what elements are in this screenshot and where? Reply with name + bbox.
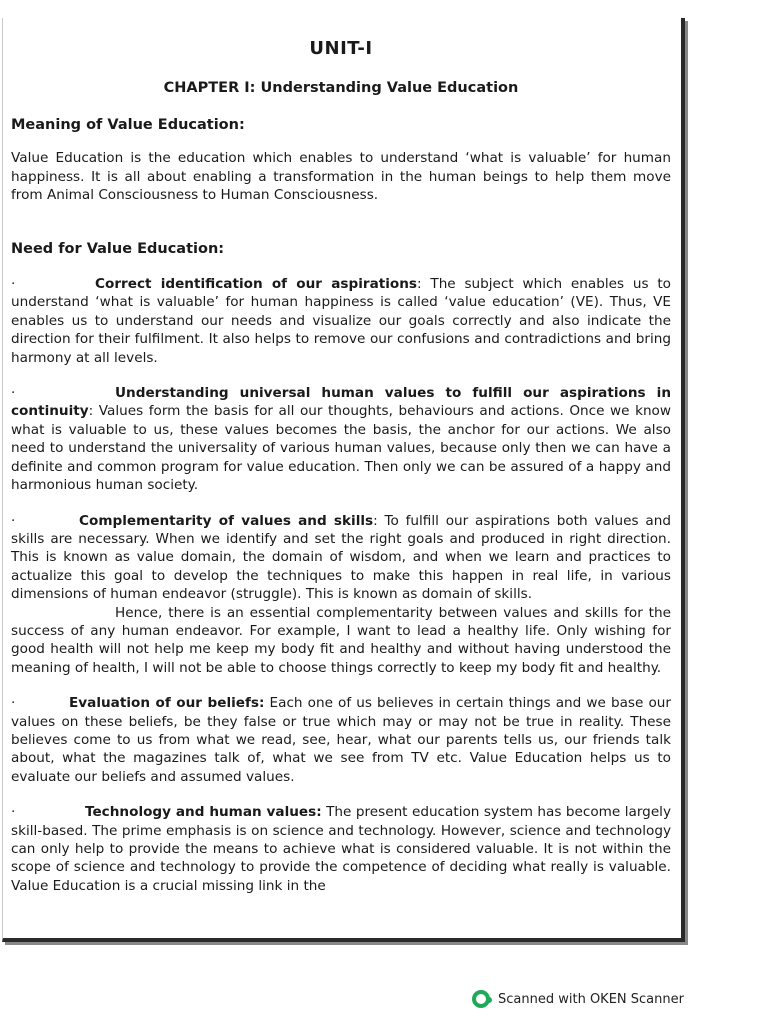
bullet-icon: · (11, 804, 16, 821)
need-item-complementarity (11, 512, 671, 604)
item-title: Complementarity of values and skills (79, 512, 374, 529)
scanner-watermark (472, 990, 684, 1008)
item-title: Evaluation of our beliefs: (69, 695, 265, 712)
item-text: : To fulfill our aspirations both values and skills are necessary. When we identify and set the right goals and produced in right direction. This is known as value domain, the domain of wisdom, and when we learn and practices to actualize this goal to develop the techniques to make this happen in real life, in various dimensions of human endeavor (struggle). This is known as domain of skills. (11, 512, 671, 603)
item-title: Correct identification of our aspirations (95, 276, 418, 293)
item-title: Technology and human values: (85, 804, 322, 821)
need-heading: Need for Value Education: (11, 240, 225, 257)
page-frame (2, 18, 685, 942)
bullet-icon: · (11, 276, 16, 293)
meaning-heading: Meaning of Value Education: (11, 117, 245, 133)
complementarity-followup: Hence, there is an essential complementarity between values and skills for the success of any human endeavor. For example, I want to lead a healthy life. Only wishing for good health will not help me keep my body fit and healthy and without having understood the meaning of health, I will not be able to choose things correctly to keep my body fit and healthy. (11, 604, 671, 676)
unit-title: UNIT-I (309, 38, 373, 59)
item-title: Understanding universal human values to fulfill our aspirations in continuity (11, 385, 671, 420)
scanner-label: Scanned with OKEN Scanner (498, 991, 684, 1007)
need-item-universal-values (11, 384, 671, 494)
item-text: : The subject which enables us to understand ‘what is valuable’ for human happiness is called ‘value education’ (VE). Thus, VE enables us to understand our needs and visualize our goals correctly and also indicate the direction for their fulfilment. It also helps to remove our confusions and contradictions and bring harmony at all levels. (11, 276, 671, 366)
item-text: Each one of us believes in certain things and we base our values on these beliefs, be they false or true which may or may not be true in reality. These believes come to us from what we read, see, hear, what our parents tells us, our friends talk about, what the magazines talk of, what we see from TV etc. Value Education helps us to evaluate our beliefs and assumed values. (11, 695, 671, 785)
item-text: The present education system has become largely skill-based. The prime emphasis is on science and technology. However, science and technology can only help to provide the means to achieve what is considered valuable. It is not within the scope of science and technology to provide the competence of deciding what really is valuable. Value Education is a crucial missing link in the (11, 804, 671, 894)
need-item-aspirations (11, 275, 671, 367)
need-item-technology (11, 803, 671, 895)
bullet-icon: · (11, 385, 16, 402)
scanner-logo-icon (472, 990, 490, 1008)
chapter-title: CHAPTER I: Understanding Value Education (163, 80, 519, 96)
bullet-icon: · (11, 695, 16, 712)
document-body (11, 116, 671, 895)
meaning-paragraph: Value Education is the education which enables to understand ‘what is valuable’ for human happiness. It is all about enabling a transformation in the human beings to help them move from Animal Consciousness to Human Consciousness. (11, 150, 671, 204)
bullet-icon: · (11, 512, 16, 529)
item-text: : Values form the basis for all our thoughts, behaviours and actions. Once we know what is valuable to us, these values becomes the basis, the anchor for our actions. We also need to understand the universality of various human values, because only then we can have a definite and common program for value education. Then only we can be assured of a happy and harmonious human society. (11, 403, 671, 494)
need-item-beliefs (11, 694, 671, 786)
